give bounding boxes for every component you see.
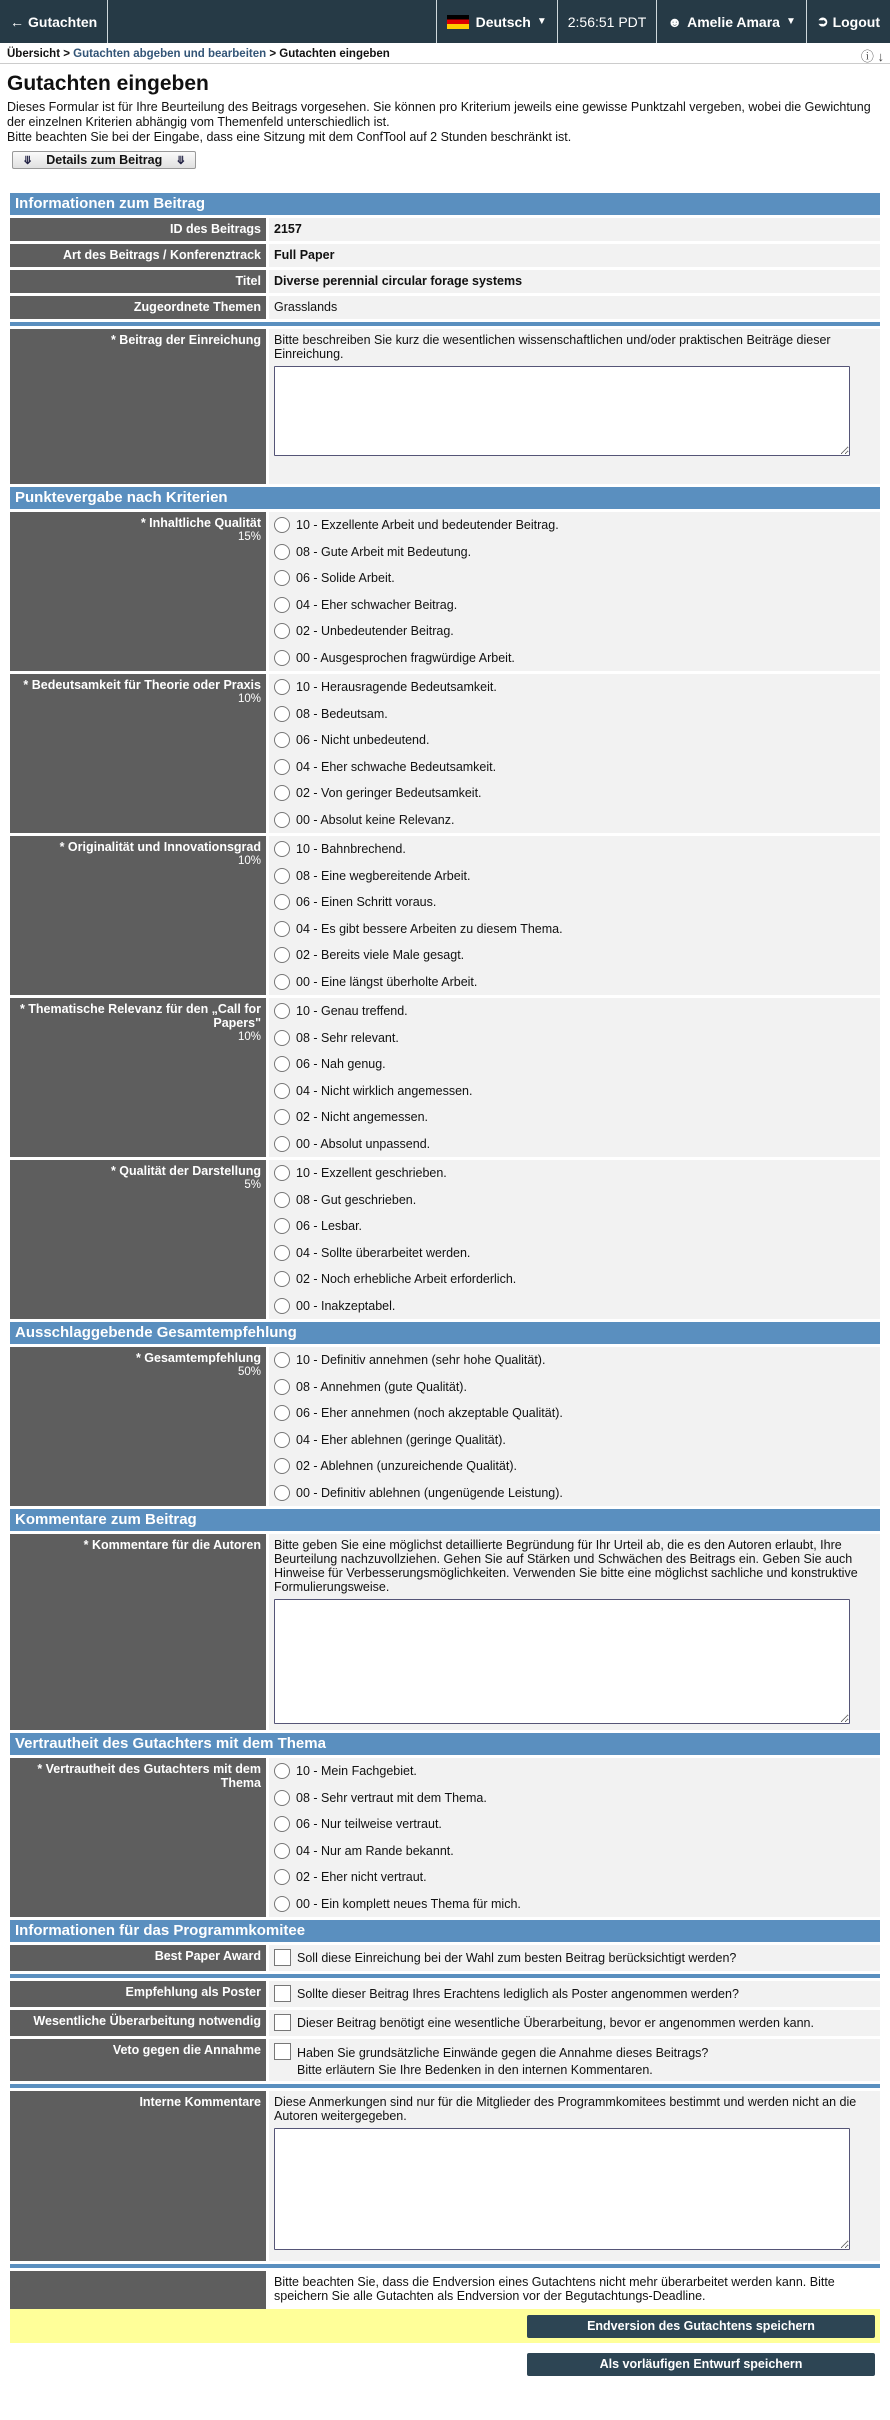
radio-label: 08 - Bedeutsam. — [296, 706, 388, 721]
info-row — [10, 244, 880, 267]
criterion-weight: 10% — [237, 1031, 261, 1043]
section-info: Informationen zum Beitrag — [10, 193, 880, 215]
radio-label: 08 - Annehmen (gute Qualität). — [296, 1379, 467, 1394]
radio-button[interactable] — [274, 1083, 290, 1099]
back-button[interactable] — [0, 0, 108, 43]
section-familiarity: Vertrautheit des Gutachters mit dem Thema — [10, 1733, 880, 1755]
radio-label: 04 - Es gibt bessere Arbeiten zu diesem Thema. — [296, 921, 563, 936]
radio-option[interactable] — [274, 727, 875, 754]
radio-option[interactable] — [274, 1025, 875, 1052]
radio-option[interactable] — [274, 1051, 875, 1078]
criterion-label — [10, 512, 266, 671]
radio-option[interactable] — [274, 565, 875, 592]
breadcrumb-home[interactable]: Übersicht — [7, 47, 61, 60]
criterion-options — [269, 512, 880, 671]
criterion-label — [10, 836, 266, 995]
radio-button[interactable] — [274, 1218, 290, 1234]
radio-option[interactable] — [274, 1838, 875, 1865]
section-criteria: Punktevergabe nach Kriterien — [10, 487, 880, 509]
info-label: Zugeordnete Themen — [10, 296, 266, 319]
criterion-options — [269, 998, 880, 1157]
footer-note-row — [10, 2271, 880, 2309]
radio-button[interactable] — [274, 1432, 290, 1448]
radio-option[interactable] — [274, 618, 875, 645]
draft-save-bar — [10, 2343, 880, 2381]
language-selector[interactable] — [436, 0, 557, 43]
radio-option[interactable] — [274, 1104, 875, 1131]
help-icon[interactable]: ⓘ ↓ — [860, 49, 884, 64]
radio-option[interactable] — [274, 1811, 875, 1838]
poster-cell — [269, 1981, 880, 2007]
radio-option[interactable] — [274, 1864, 875, 1891]
double-chevron-icon: ⤋ — [176, 154, 186, 167]
radio-label: 00 - Ausgesprochen fragwürdige Arbeit. — [296, 650, 515, 665]
double-chevron-icon: ⤋ — [23, 154, 33, 167]
criterion-weight: 5% — [244, 1179, 261, 1191]
comments-hint: Bitte geben Sie eine möglichst detaillierte Begründung für Ihr Urteil ab, die es den Autoren erlaubt, Ihre Beurteilung nachzuvollziehen. Gehen Sie auf Stärken und Schwächen des Beitrags ein. Geben Sie auch Hinweise für Verbesserungsmöglichkeiten. Verwenden Sie bitte eine möglichst sachliche und konstruktive Formulierungsweise. — [274, 1538, 858, 1594]
criterion-row — [10, 998, 880, 1157]
best-paper-cell — [269, 1945, 880, 1971]
radio-button[interactable] — [274, 1003, 290, 1019]
separator — [10, 1974, 880, 1978]
radio-label: 10 - Definitiv annehmen (sehr hohe Qualität). — [296, 1353, 546, 1368]
separator — [10, 322, 880, 326]
radio-button[interactable] — [274, 1379, 290, 1395]
criterion-title: * Originalität und Innovationsgrad — [59, 840, 261, 854]
radio-button[interactable] — [274, 544, 290, 560]
criterion-label — [10, 674, 266, 833]
criterion-title: * Qualität der Darstellung — [110, 1164, 261, 1178]
radio-option[interactable] — [274, 1480, 875, 1507]
radio-label: 00 - Inakzeptabel. — [296, 1298, 396, 1313]
radio-button[interactable] — [274, 706, 290, 722]
radio-button[interactable] — [274, 1896, 290, 1912]
radio-button[interactable] — [274, 1843, 290, 1859]
radio-button[interactable] — [274, 1485, 290, 1501]
intro-text — [0, 100, 890, 145]
breadcrumb-sep: > — [269, 47, 277, 60]
info-value: 2157 — [269, 218, 880, 241]
radio-option[interactable] — [274, 942, 875, 969]
radio-option[interactable] — [274, 1240, 875, 1267]
radio-label: 00 - Definitiv ablehnen (ungenügende Leistung). — [296, 1485, 563, 1500]
veto-texts — [297, 2043, 708, 2079]
section-committee: Informationen für das Programmkomitee — [10, 1920, 880, 1942]
internal-label: Interne Kommentare — [10, 2091, 266, 2261]
radio-label: 10 - Exzellente Arbeit und bedeutender Beitrag. — [296, 518, 559, 533]
radio-option[interactable] — [274, 1453, 875, 1480]
language-label: Deutsch — [475, 13, 531, 30]
radio-label: 04 - Nur am Rande bekannt. — [296, 1843, 454, 1858]
radio-label: 06 - Eher annehmen (noch akzeptable Qualität). — [296, 1406, 563, 1421]
radio-option[interactable] — [274, 863, 875, 890]
radio-label: 04 - Eher schwacher Beitrag. — [296, 597, 458, 612]
chevron-down-icon: ▼ — [785, 16, 796, 27]
radio-label: 10 - Genau treffend. — [296, 1004, 408, 1019]
criterion-options — [269, 1160, 880, 1319]
revision-row — [10, 2010, 880, 2036]
radio-button[interactable] — [274, 868, 290, 884]
radio-option[interactable] — [274, 512, 875, 539]
radio-button[interactable] — [274, 1136, 290, 1152]
radio-button[interactable] — [274, 759, 290, 775]
info-value: Grasslands — [269, 296, 880, 319]
criterion-weight: 10% — [237, 693, 261, 705]
radio-label: 10 - Mein Fachgebiet. — [296, 1764, 417, 1779]
details-label: Details zum Beitrag — [46, 153, 163, 167]
poster-row — [10, 1981, 880, 2007]
criterion-row — [10, 1160, 880, 1319]
radio-option[interactable] — [274, 1078, 875, 1105]
radio-label: 06 - Einen Schritt voraus. — [296, 895, 437, 910]
radio-label: 02 - Nicht angemessen. — [296, 1110, 429, 1125]
radio-option[interactable] — [274, 780, 875, 807]
radio-label: 06 - Nicht unbedeutend. — [296, 733, 430, 748]
poster-checkbox[interactable] — [274, 1985, 291, 2002]
radio-label: 06 - Lesbar. — [296, 1219, 363, 1234]
radio-label: 02 - Eher nicht vertraut. — [296, 1870, 427, 1885]
info-label: Art des Beitrags / Konferenztrack — [10, 244, 266, 267]
radio-label: 04 - Nicht wirklich angemessen. — [296, 1083, 473, 1098]
info-value: Full Paper — [269, 244, 880, 267]
radio-label: 04 - Eher ablehnen (geringe Qualität). — [296, 1432, 506, 1447]
radio-label: 08 - Gute Arbeit mit Bedeutung. — [296, 544, 472, 559]
radio-option[interactable] — [274, 1891, 875, 1918]
criterion-label — [10, 1347, 266, 1506]
radio-option[interactable] — [274, 701, 875, 728]
radio-label: 06 - Nur teilweise vertraut. — [296, 1817, 442, 1832]
radio-label: 04 - Eher schwache Bedeutsamkeit. — [296, 759, 497, 774]
revision-text: Dieser Beitrag benötigt eine wesentliche Überarbeitung, bevor er angenommen werden kann. — [297, 2016, 814, 2030]
intro-session-note: Bitte beachten Sie bei der Eingabe, dass eine Sitzung mit dem ConfTool auf 2 Stunden beschränkt ist. — [7, 130, 572, 144]
radio-option[interactable] — [274, 1347, 875, 1374]
radio-option[interactable] — [274, 969, 875, 996]
radio-label: 06 - Solide Arbeit. — [296, 571, 395, 586]
radio-button[interactable] — [274, 1458, 290, 1474]
revision-checkbox[interactable] — [274, 2014, 291, 2031]
comments-label: * Kommentare für die Autoren — [10, 1534, 266, 1730]
clock — [557, 0, 657, 43]
radio-button[interactable] — [274, 1405, 290, 1421]
criterion-weight: 10% — [237, 855, 261, 867]
criterion-label — [10, 998, 266, 1157]
radio-option[interactable] — [274, 1266, 875, 1293]
criterion-options — [269, 674, 880, 833]
review-form — [10, 190, 880, 2381]
logout-icon: ➲ — [816, 13, 829, 29]
user-name: Amelie Amara — [687, 13, 780, 30]
criterion-options — [269, 1347, 880, 1506]
criterion-title: * Inhaltliche Qualität — [140, 516, 261, 530]
save-draft-button[interactable]: Als vorläufigen Entwurf speichern — [527, 2353, 875, 2376]
radio-button[interactable] — [274, 1109, 290, 1125]
radio-label: 10 - Exzellent geschrieben. — [296, 1166, 447, 1181]
criterion-options — [269, 1758, 880, 1917]
radio-label: 08 - Sehr vertraut mit dem Thema. — [296, 1790, 487, 1805]
radio-button[interactable] — [274, 517, 290, 533]
criterion-row — [10, 836, 880, 995]
revision-cell — [269, 2010, 880, 2036]
info-label: ID des Beitrags — [10, 218, 266, 241]
info-row — [10, 296, 880, 319]
radio-button[interactable] — [274, 785, 290, 801]
footer-note: Bitte beachten Sie, dass die Endversion eines Gutachtens nicht mehr überarbeitet werden kann. Bitte speichern Sie alle Gutachten als Endversion vor der Begutachtungs-Deadline. — [269, 2271, 880, 2309]
radio-button[interactable] — [274, 650, 290, 666]
radio-label: 00 - Ein komplett neues Thema für mich. — [296, 1896, 521, 1911]
radio-option[interactable] — [274, 1785, 875, 1812]
radio-button[interactable] — [274, 570, 290, 586]
criterion-weight: 15% — [237, 531, 261, 543]
radio-button[interactable] — [274, 1192, 290, 1208]
radio-label: 02 - Unbedeutender Beitrag. — [296, 624, 454, 639]
clock-time: 2:56:51 PDT — [567, 13, 647, 30]
radio-label: 02 - Von geringer Bedeutsamkeit. — [296, 786, 482, 801]
criterion-options — [269, 836, 880, 995]
radio-button[interactable] — [274, 1271, 290, 1287]
criterion-label — [10, 1758, 266, 1917]
criterion-weight: 50% — [237, 1366, 261, 1378]
internal-cell — [269, 2091, 880, 2261]
radio-option[interactable] — [274, 1427, 875, 1454]
radio-option[interactable] — [274, 1293, 875, 1320]
radio-button[interactable] — [274, 947, 290, 963]
radio-button[interactable] — [274, 1763, 290, 1779]
radio-option[interactable] — [274, 998, 875, 1025]
poster-label: Empfehlung als Poster — [10, 1981, 266, 2007]
radio-option[interactable] — [274, 1213, 875, 1240]
radio-option[interactable] — [274, 1758, 875, 1785]
radio-button[interactable] — [274, 1869, 290, 1885]
arrow-left-icon: ← — [10, 13, 24, 30]
radio-button[interactable] — [274, 1245, 290, 1261]
radio-button[interactable] — [274, 921, 290, 937]
german-flag-icon — [447, 15, 469, 29]
radio-button[interactable] — [274, 679, 290, 695]
radio-label: 10 - Bahnbrechend. — [296, 842, 406, 857]
radio-button[interactable] — [274, 974, 290, 990]
radio-label: 06 - Nah genug. — [296, 1057, 386, 1072]
comments-row — [10, 1534, 880, 1730]
best-paper-text: Soll diese Einreichung bei der Wahl zum besten Beitrag berücksichtigt werden? — [297, 1951, 737, 1965]
user-menu[interactable] — [656, 0, 806, 43]
criterion-row — [10, 674, 880, 833]
final-save-bar — [10, 2309, 880, 2343]
overall-row — [10, 1347, 880, 1506]
radio-button[interactable] — [274, 1056, 290, 1072]
radio-button[interactable] — [274, 1816, 290, 1832]
familiarity-row — [10, 1758, 880, 1917]
radio-label: 02 - Ablehnen (unzureichende Qualität). — [296, 1459, 517, 1474]
radio-button[interactable] — [274, 812, 290, 828]
separator — [10, 2084, 880, 2088]
radio-option[interactable] — [274, 539, 875, 566]
back-label: Gutachten — [28, 13, 98, 30]
radio-label: 04 - Sollte überarbeitet werden. — [296, 1245, 471, 1260]
info-value: Diverse perennial circular forage systems — [269, 270, 880, 293]
details-button[interactable] — [12, 151, 196, 169]
veto-label: Veto gegen die Annahme — [10, 2039, 266, 2081]
radio-option[interactable] — [274, 754, 875, 781]
veto-row — [10, 2039, 880, 2081]
veto-text: Haben Sie grundsätzliche Einwände gegen die Annahme dieses Beitrags? — [297, 2046, 709, 2060]
internal-textarea[interactable] — [274, 2128, 850, 2250]
radio-label: 02 - Noch erhebliche Arbeit erforderlich. — [296, 1272, 517, 1287]
veto-checkbox[interactable] — [274, 2043, 291, 2060]
info-label: Titel — [10, 270, 266, 293]
top-bar — [0, 0, 890, 44]
section-comments: Kommentare zum Beitrag — [10, 1509, 880, 1531]
best-paper-checkbox[interactable] — [274, 1949, 291, 1966]
radio-label: 00 - Absolut keine Relevanz. — [296, 812, 455, 827]
criterion-row — [10, 512, 880, 671]
radio-label: 08 - Eine wegbereitende Arbeit. — [296, 868, 471, 883]
breadcrumb-sep: > — [63, 47, 70, 60]
radio-option[interactable] — [274, 1187, 875, 1214]
veto-cell — [269, 2039, 880, 2081]
radio-button[interactable] — [274, 1352, 290, 1368]
radio-label: 10 - Herausragende Bedeutsamkeit. — [296, 680, 497, 695]
breadcrumb-current: Gutachten eingeben — [279, 47, 390, 60]
logout-label: Logout — [832, 13, 880, 30]
best-paper-row — [10, 1945, 880, 1971]
separator — [10, 2264, 880, 2268]
contribution-textarea[interactable] — [274, 366, 850, 456]
radio-button[interactable] — [274, 1298, 290, 1314]
contribution-label: * Beitrag der Einreichung — [10, 329, 266, 484]
radio-button[interactable] — [274, 1790, 290, 1806]
radio-option[interactable] — [274, 1160, 875, 1187]
radio-option[interactable] — [274, 674, 875, 701]
chevron-down-icon: ▼ — [536, 16, 547, 27]
breadcrumb — [0, 44, 890, 64]
radio-label: 08 - Sehr relevant. — [296, 1030, 399, 1045]
radio-label: 00 - Eine längst überholte Arbeit. — [296, 974, 478, 989]
contribution-hint: Bitte beschreiben Sie kurz die wesentlichen wissenschaftlichen und/oder praktischen Beiträge dieser Einreichung. — [274, 333, 831, 361]
radio-option[interactable] — [274, 836, 875, 863]
radio-option[interactable] — [274, 889, 875, 916]
internal-row — [10, 2091, 880, 2261]
radio-button[interactable] — [274, 623, 290, 639]
info-row — [10, 218, 880, 241]
comments-textarea[interactable] — [274, 1599, 850, 1724]
comments-cell — [269, 1534, 880, 1730]
logout-button[interactable] — [806, 0, 890, 43]
radio-label: 00 - Absolut unpassend. — [296, 1136, 431, 1151]
intro-paragraph: Dieses Formular ist für Ihre Beurteilung des Beitrags vorgesehen. Sie können pro Kriterium jeweils eine gewisse Punktzahl vergeben, wobei die Gewichtung der einzelnen Kriterien abhängig vom Themenfeld unterschiedlich ist. — [7, 100, 871, 129]
radio-button[interactable] — [274, 1030, 290, 1046]
page-title: Gutachten eingeben — [7, 72, 209, 95]
radio-button[interactable] — [274, 894, 290, 910]
radio-option[interactable] — [274, 645, 875, 672]
contribution-row — [10, 329, 880, 484]
save-final-button[interactable]: Endversion des Gutachtens speichern — [527, 2315, 875, 2338]
radio-label: 02 - Bereits viele Male gesagt. — [296, 948, 465, 963]
best-paper-label: Best Paper Award — [10, 1945, 266, 1971]
radio-button[interactable] — [274, 597, 290, 613]
veto-hint: Bitte erläutern Sie Ihre Bedenken in den internen Kommentaren. — [297, 2063, 653, 2077]
radio-button[interactable] — [274, 1165, 290, 1181]
radio-option[interactable] — [274, 1374, 875, 1401]
poster-text: Sollte dieser Beitrag Ihres Erachtens lediglich als Poster angenommen werden? — [297, 1987, 739, 2001]
section-overall: Ausschlaggebende Gesamtempfehlung — [10, 1322, 880, 1344]
footer-note-label — [10, 2271, 266, 2309]
info-row — [10, 270, 880, 293]
criterion-title: * Vertrautheit des Gutachters mit dem Thema — [37, 1762, 261, 1790]
radio-option[interactable] — [274, 1131, 875, 1158]
criterion-label — [10, 1160, 266, 1319]
breadcrumb-reviews[interactable]: Gutachten abgeben und bearbeiten — [73, 47, 267, 60]
radio-option[interactable] — [274, 916, 875, 943]
criterion-title: * Bedeutsamkeit für Theorie oder Praxis — [23, 678, 261, 692]
contribution-cell — [269, 329, 880, 484]
radio-option[interactable] — [274, 592, 875, 619]
radio-option[interactable] — [274, 1400, 875, 1427]
internal-hint: Diese Anmerkungen sind nur für die Mitglieder des Programmkomitees bestimmt und werden nicht an die Autoren weitergegeben. — [274, 2095, 857, 2123]
user-icon: ☻ — [667, 13, 683, 30]
radio-button[interactable] — [274, 841, 290, 857]
radio-label: 08 - Gut geschrieben. — [296, 1192, 417, 1207]
criterion-title: * Gesamtempfehlung — [135, 1351, 261, 1365]
radio-button[interactable] — [274, 732, 290, 748]
criterion-title: * Thematische Relevanz für den „Call for Papers" — [19, 1002, 261, 1030]
radio-option[interactable] — [274, 807, 875, 834]
revision-label: Wesentliche Überarbeitung notwendig — [10, 2010, 266, 2036]
